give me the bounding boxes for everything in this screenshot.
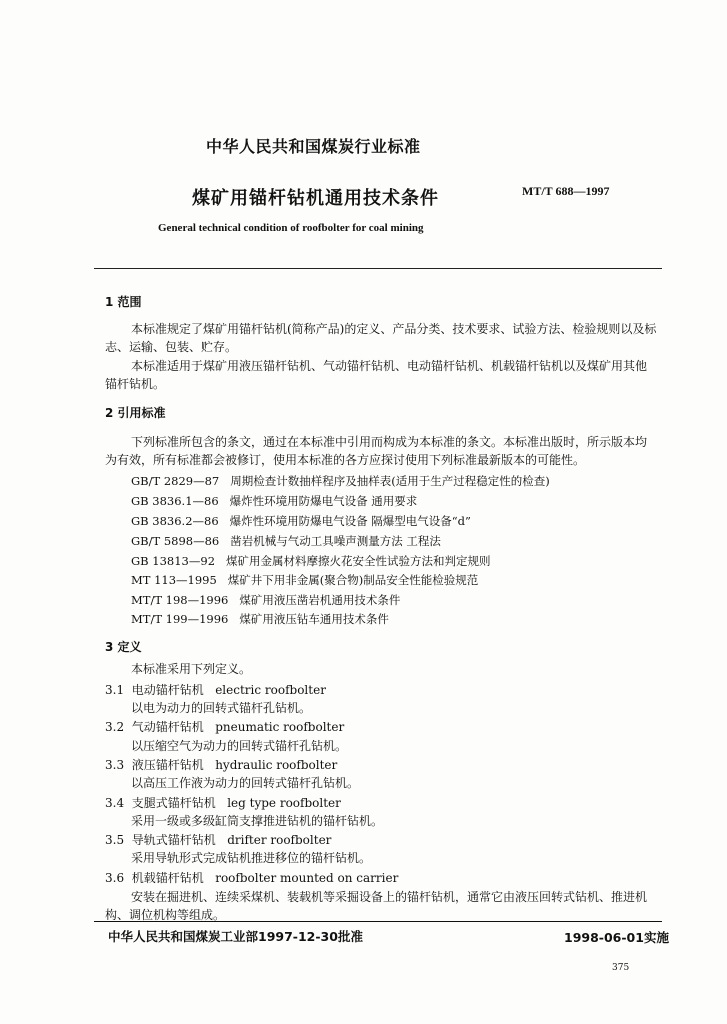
footer-divider (94, 921, 662, 922)
definition-term (105, 681, 326, 698)
section-3-heading: 3 定义 (105, 640, 142, 654)
reference-item (131, 611, 389, 627)
definition-term-en: leg type roofbolter (227, 796, 341, 810)
reference-title: 爆炸性环境用防爆电气设备 通用要求 (229, 494, 418, 508)
definition-term-en: drifter roofbolter (227, 833, 332, 847)
reference-title: 煤矿井下用非金属(聚合物)制品安全性能检验规范 (227, 573, 479, 587)
reference-item (131, 513, 471, 529)
definition-number: 3.3 (105, 758, 125, 772)
definition-term-en: hydraulic roofbolter (215, 758, 338, 772)
section-2-intro-line-1: 下列标准所包含的条文，通过在本标准中引用而构成为本标准的条文。本标准出版时，所示版本均 (131, 435, 648, 449)
definition-description: 安装在掘进机、连续采煤机、装载机等采掘设备上的锚杆钻机，通常它由液压回转式钻机、推进机 (131, 890, 648, 904)
definition-description: 以压缩空气为动力的回转式锚杆孔钻机。 (131, 739, 348, 753)
definition-term (105, 869, 398, 886)
standard-title: 煤矿用锚杆钻机通用技术条件 (192, 188, 439, 209)
definition-term-en: roofbolter mounted on carrier (215, 871, 399, 885)
reference-code: GB/T 2829—87 (131, 474, 220, 488)
header-divider (94, 268, 662, 269)
standard-code: MT/T 688—1997 (522, 184, 610, 198)
section-1-para-2-line-1: 本标准适用于煤矿用液压锚杆钻机、气动锚杆钻机、电动锚杆钻机、机载锚杆钻机以及煤矿用其他 (131, 359, 648, 373)
section-3-intro: 本标准采用下列定义。 (131, 662, 252, 676)
definition-term-zh: 机载锚杆钻机 (131, 871, 204, 885)
reference-code: MT/T 198—1996 (131, 593, 229, 607)
definition-number: 3.1 (105, 683, 125, 697)
reference-item (131, 572, 478, 588)
reference-title: 凿岩机械与气动工具噪声测量方法 工程法 (230, 534, 441, 548)
definition-term-en: electric roofbolter (215, 683, 326, 697)
definition-term (105, 756, 337, 773)
english-title: General technical condition of roofbolter for coal mining (158, 222, 424, 234)
definition-term-zh: 气动锚杆钻机 (131, 720, 204, 734)
definition-number: 3.5 (105, 833, 125, 847)
definition-term-en: pneumatic roofbolter (215, 720, 345, 734)
page-number: 375 (612, 963, 630, 973)
section-1-para-2-line-2: 锚杆钻机。 (105, 377, 166, 391)
definition-term-zh: 液压锚杆钻机 (131, 758, 204, 772)
reference-title: 周期检查计数抽样程序及抽样表(适用于生产过程稳定性的检查) (230, 474, 550, 488)
reference-code: GB 3836.2—86 (131, 514, 219, 528)
definition-description: 采用导轨形式完成钻机推进移位的锚杆钻机。 (131, 851, 372, 865)
definition-description-continued: 构、调位机构等组成。 (105, 908, 226, 922)
reference-title: 煤矿用金属材料摩擦火花安全性试验方法和判定规则 (225, 554, 491, 568)
section-1-para-1-line-2: 志、运输、包装、贮存。 (105, 340, 238, 354)
reference-code: GB/T 5898—86 (131, 534, 220, 548)
reference-title: 煤矿用液压凿岩机通用技术条件 (239, 593, 401, 607)
reference-code: GB 3836.1—86 (131, 494, 219, 508)
section-2-intro-line-2: 为有效，所有标准都会被修订，使用本标准的各方应探讨使用下列标准最新版本的可能性。 (105, 453, 586, 467)
definition-term (105, 718, 344, 735)
definition-term-zh: 导轨式锚杆钻机 (131, 833, 216, 847)
reference-item (131, 553, 490, 569)
definition-description: 以高压工作液为动力的回转式锚杆孔钻机。 (131, 776, 360, 790)
section-2-heading: 2 引用标准 (105, 406, 166, 420)
reference-code: MT/T 199—1996 (131, 612, 229, 626)
reference-title: 爆炸性环境用防爆电气设备 隔爆型电气设备“d” (229, 514, 471, 528)
definition-term (105, 794, 341, 811)
reference-item (131, 592, 400, 608)
reference-title: 煤矿用液压钻车通用技术条件 (239, 612, 389, 626)
section-1-para-1-line-1: 本标准规定了煤矿用锚杆钻机(简称产品)的定义、产品分类、技术要求、试验方法、检验规则以及标 (131, 322, 657, 336)
definition-term (105, 831, 331, 848)
approval-statement: 中华人民共和国煤炭工业部1997-12-30批准 (108, 929, 363, 944)
section-1-heading: 1 范围 (105, 295, 142, 309)
definition-description: 采用一级或多级缸筒支撑推进钻机的锚杆钻机。 (131, 814, 384, 828)
issuing-authority-heading: 中华人民共和国煤炭行业标准 (206, 137, 421, 156)
effective-date: 1998-06-01实施 (564, 930, 669, 945)
definition-number: 3.6 (105, 871, 125, 885)
reference-item (131, 473, 550, 489)
definition-description: 以电为动力的回转式锚杆孔钻机。 (131, 701, 312, 715)
reference-code: MT 113—1995 (131, 573, 217, 587)
definition-number: 3.4 (105, 796, 125, 810)
definition-term-zh: 支腿式锚杆钻机 (131, 796, 216, 810)
definition-number: 3.2 (105, 720, 125, 734)
definition-term-zh: 电动锚杆钻机 (131, 683, 204, 697)
reference-item (131, 493, 417, 509)
reference-item (131, 533, 441, 549)
reference-code: GB 13813—92 (131, 554, 216, 568)
